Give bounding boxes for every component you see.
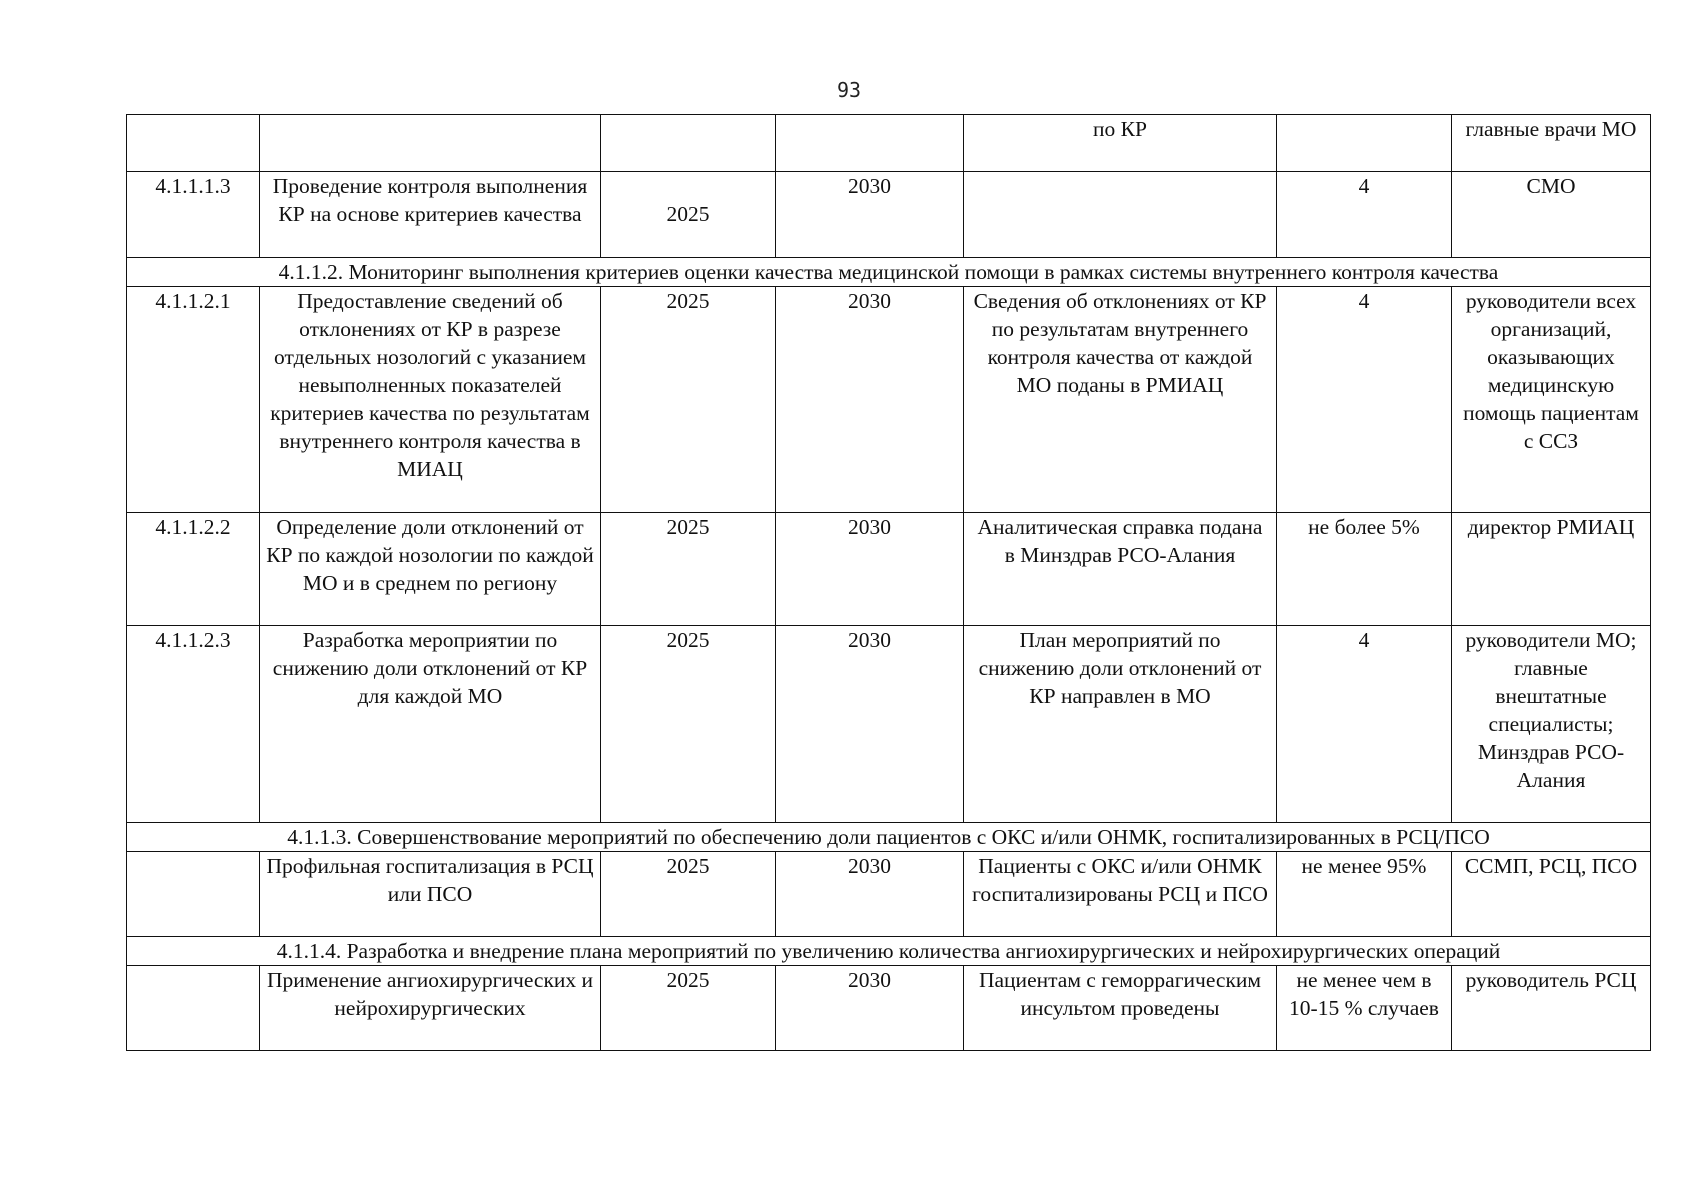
table-row [127,513,1651,626]
cell-end-year: 2030 [776,852,964,937]
cell-responsible: руководители МО; главные внештатные специалисты; Минздрав РСО-Алания [1452,626,1651,823]
table-row [127,852,1651,937]
cell-measure: Разработка мероприятии по снижению доли отклонений от КР для каждой МО [260,626,601,823]
cell-indicator: не более 5% [1277,513,1452,626]
cell-measure: Применение ангиохирургических и нейрохирургических [260,966,601,1051]
cell-result: Аналитическая справка подана в Минздрав РСО-Алания [964,513,1277,626]
cell-end-year: 2030 [776,626,964,823]
cell-number: 4.1.1.2.3 [127,626,260,823]
cell-result: Пациенты с ОКС и/или ОНМК госпитализированы РСЦ и ПСО [964,852,1277,937]
cell-responsible: ССМП, РСЦ, ПСО [1452,852,1651,937]
table-body [127,115,1651,1051]
cell-indicator: 4 [1277,287,1452,513]
cell-number [127,115,260,172]
cell-number: 4.1.1.2.2 [127,513,260,626]
cell-start-year: 2025 [601,966,776,1051]
section-heading: 4.1.1.2. Мониторинг выполнения критериев оценки качества медицинской помощи в рамках системы внутреннего контроля качества [127,258,1651,287]
cell-result: Пациентам с геморрагическим инсультом проведены [964,966,1277,1051]
cell-responsible: руководители всех организаций, оказывающих медицинскую помощь пациентам с ССЗ [1452,287,1651,513]
cell-end-year: 2030 [776,287,964,513]
section-row [127,937,1651,966]
cell-indicator [1277,115,1452,172]
cell-measure: Предоставление сведений об отклонениях от КР в разрезе отдельных нозологий с указанием невыполненных показателей критериев качества по результатам внутреннего контроля качества в МИАЦ [260,287,601,513]
cell-end-year [776,115,964,172]
table-row [127,626,1651,823]
cell-indicator: не менее чем в 10-15 % случаев [1277,966,1452,1051]
table-row [127,287,1651,513]
cell-measure: Проведение контроля выполнения КР на основе критериев качества [260,172,601,258]
cell-responsible: руководитель РСЦ [1452,966,1651,1051]
table-row [127,172,1651,258]
cell-responsible: главные врачи МО [1452,115,1651,172]
table-row [127,115,1651,172]
cell-measure: Профильная госпитализация в РСЦ или ПСО [260,852,601,937]
cell-number [127,852,260,937]
cell-end-year: 2030 [776,966,964,1051]
cell-start-year: 2025 [601,626,776,823]
cell-measure: Определение доли отклонений от КР по каждой нозологии по каждой МО и в среднем по региону [260,513,601,626]
cell-result: Сведения об отклонениях от КР по результатам внутреннего контроля качества от каждой МО поданы в РМИАЦ [964,287,1277,513]
cell-result: по КР [964,115,1277,172]
section-row [127,823,1651,852]
cell-responsible: СМО [1452,172,1651,258]
cell-result [964,172,1277,258]
cell-responsible: директор РМИАЦ [1452,513,1651,626]
cell-end-year: 2030 [776,172,964,258]
cell-number [127,966,260,1051]
cell-indicator: 4 [1277,626,1452,823]
measures-table [126,114,1651,1051]
cell-start-year: 2025 [601,852,776,937]
cell-start-year [601,115,776,172]
cell-number: 4.1.1.1.3 [127,172,260,258]
cell-start-year: 2025 [601,287,776,513]
table-row [127,966,1651,1051]
section-row [127,258,1651,287]
cell-number: 4.1.1.2.1 [127,287,260,513]
cell-indicator: 4 [1277,172,1452,258]
section-heading: 4.1.1.4. Разработка и внедрение плана мероприятий по увеличению количества ангиохирургических и нейрохирургических операций [127,937,1651,966]
section-heading: 4.1.1.3. Совершенствование мероприятий по обеспечению доли пациентов с ОКС и/или ОНМК, госпитализированных в РСЦ/ПСО [127,823,1651,852]
cell-start-year: 2025 [601,513,776,626]
cell-measure [260,115,601,172]
page-number: 93 [836,78,862,102]
cell-result: План мероприятий по снижению доли отклонений от КР направлен в МО [964,626,1277,823]
cell-end-year: 2030 [776,513,964,626]
cell-indicator: не менее 95% [1277,852,1452,937]
cell-start-year: 2025 [601,172,776,258]
